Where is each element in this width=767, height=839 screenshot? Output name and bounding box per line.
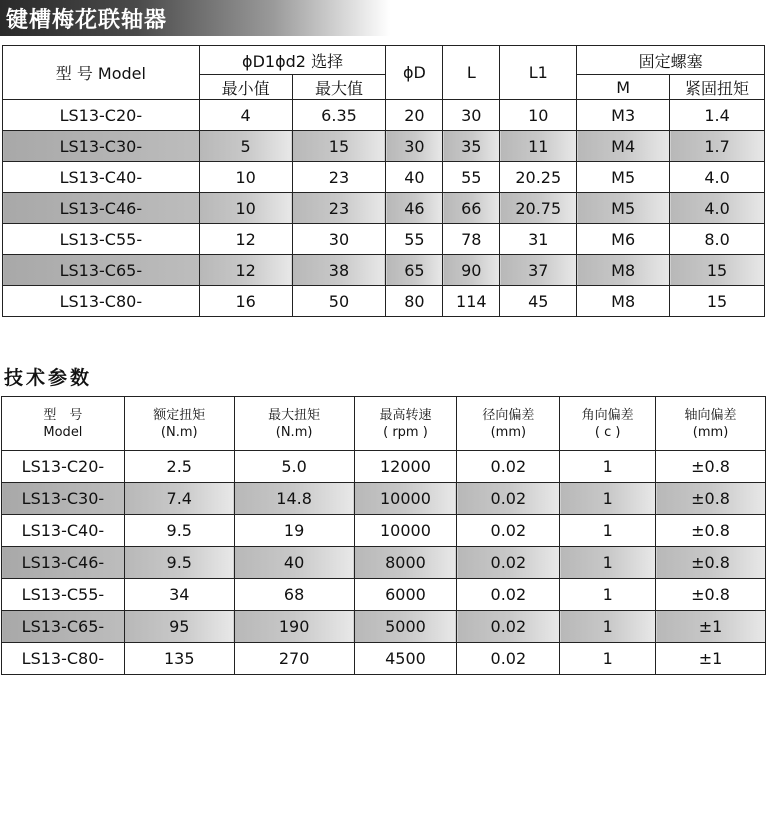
table-cell: 4 bbox=[199, 100, 292, 131]
table-cell: LS13-C46- bbox=[2, 547, 125, 579]
table-cell: M6 bbox=[577, 224, 670, 255]
header-cell-line: 最高转速 bbox=[379, 407, 432, 423]
table-cell: 23 bbox=[292, 193, 386, 224]
table-cell: 1 bbox=[560, 451, 656, 483]
table-cell: 4.0 bbox=[670, 193, 765, 224]
header-screw-torque: 紧固扭矩 bbox=[670, 75, 765, 100]
table-row bbox=[3, 100, 765, 131]
header-cell bbox=[656, 397, 766, 451]
table-cell: LS13-C65- bbox=[2, 611, 125, 643]
table-cell: 16 bbox=[199, 286, 292, 317]
table-header-row bbox=[3, 46, 765, 75]
table-cell: 114 bbox=[443, 286, 500, 317]
table-cell: 1.4 bbox=[670, 100, 765, 131]
header-cell bbox=[124, 397, 234, 451]
header-cell-line: 角向偏差 bbox=[581, 407, 634, 423]
table-row bbox=[3, 162, 765, 193]
table-cell: 1 bbox=[560, 579, 656, 611]
table-cell: 1 bbox=[560, 483, 656, 515]
table-cell: 8000 bbox=[354, 547, 457, 579]
header-bore-group: ϕD1ϕd2 选择 bbox=[199, 46, 386, 75]
table-cell: LS13-C40- bbox=[3, 162, 200, 193]
table-row bbox=[3, 224, 765, 255]
table-row bbox=[2, 579, 766, 611]
table-row bbox=[2, 483, 766, 515]
table-cell: 1 bbox=[560, 547, 656, 579]
table-cell: 20.75 bbox=[500, 193, 577, 224]
table-cell: LS13-C20- bbox=[2, 451, 125, 483]
table-cell: LS13-C30- bbox=[2, 483, 125, 515]
header-cell-line: (N.m) bbox=[160, 424, 198, 440]
table-row bbox=[3, 131, 765, 162]
table-cell: 0.02 bbox=[457, 515, 560, 547]
header-length1: L1 bbox=[500, 46, 577, 100]
table-cell: 35 bbox=[443, 131, 500, 162]
table-cell: 66 bbox=[443, 193, 500, 224]
table-cell: 50 bbox=[292, 286, 386, 317]
table-row bbox=[3, 255, 765, 286]
table-row bbox=[3, 286, 765, 317]
table-cell: 10 bbox=[199, 193, 292, 224]
header-cell bbox=[234, 397, 354, 451]
table-cell: ±1 bbox=[656, 611, 766, 643]
table-header-row bbox=[2, 397, 766, 451]
table-cell: 40 bbox=[234, 547, 354, 579]
table-cell: 95 bbox=[124, 611, 234, 643]
header-bore-min: 最小值 bbox=[199, 75, 292, 100]
table-cell: LS13-C55- bbox=[2, 579, 125, 611]
header-screw-group: 固定螺塞 bbox=[577, 46, 765, 75]
title-banner bbox=[0, 0, 390, 36]
table-cell: 0.02 bbox=[457, 579, 560, 611]
table-cell: 23 bbox=[292, 162, 386, 193]
header-cell-line: 最大扭矩 bbox=[268, 407, 321, 423]
table-row bbox=[2, 451, 766, 483]
table-cell: 9.5 bbox=[124, 547, 234, 579]
table-cell: 37 bbox=[500, 255, 577, 286]
header-cell-line: 型 号 bbox=[43, 407, 83, 423]
table-cell: 40 bbox=[386, 162, 443, 193]
table-cell: 90 bbox=[443, 255, 500, 286]
table-cell: 10 bbox=[500, 100, 577, 131]
table-cell: ±0.8 bbox=[656, 579, 766, 611]
table-cell: 0.02 bbox=[457, 451, 560, 483]
table-cell: 0.02 bbox=[457, 643, 560, 675]
table-cell: LS13-C80- bbox=[2, 643, 125, 675]
table-cell: 78 bbox=[443, 224, 500, 255]
header-screw-m: M bbox=[577, 75, 670, 100]
table-cell: 15 bbox=[292, 131, 386, 162]
table-cell: 15 bbox=[670, 255, 765, 286]
table-cell: 5 bbox=[199, 131, 292, 162]
table-cell: 9.5 bbox=[124, 515, 234, 547]
table-cell: 68 bbox=[234, 579, 354, 611]
table-cell: LS13-C55- bbox=[3, 224, 200, 255]
table-row bbox=[2, 515, 766, 547]
header-length: L bbox=[443, 46, 500, 100]
table-cell: 190 bbox=[234, 611, 354, 643]
table-row bbox=[3, 193, 765, 224]
table-cell: 270 bbox=[234, 643, 354, 675]
header-model: 型 号 Model bbox=[3, 46, 200, 100]
table-cell: 4.0 bbox=[670, 162, 765, 193]
header-cell-line: (mm) bbox=[692, 424, 729, 440]
table-row bbox=[2, 547, 766, 579]
table-cell: 2.5 bbox=[124, 451, 234, 483]
table-cell: 0.02 bbox=[457, 483, 560, 515]
table-cell: 30 bbox=[386, 131, 443, 162]
page-title: 键槽梅花联轴器 bbox=[6, 8, 168, 33]
table-cell: M8 bbox=[577, 255, 670, 286]
table-cell: 5000 bbox=[354, 611, 457, 643]
table-cell: 38 bbox=[292, 255, 386, 286]
specs-table bbox=[1, 396, 766, 675]
table-cell: ±0.8 bbox=[656, 547, 766, 579]
table-cell: ±0.8 bbox=[656, 515, 766, 547]
table-cell: 55 bbox=[386, 224, 443, 255]
table-cell: 10 bbox=[199, 162, 292, 193]
header-cell-line: (mm) bbox=[490, 424, 527, 440]
table-cell: ±0.8 bbox=[656, 451, 766, 483]
table-cell: 12 bbox=[199, 224, 292, 255]
table-cell: 1 bbox=[560, 643, 656, 675]
header-cell-line: Model bbox=[43, 424, 83, 440]
header-cell bbox=[560, 397, 656, 451]
table-cell: 80 bbox=[386, 286, 443, 317]
table-cell: 12000 bbox=[354, 451, 457, 483]
table-cell: LS13-C20- bbox=[3, 100, 200, 131]
table-cell: M3 bbox=[577, 100, 670, 131]
table-cell: 45 bbox=[500, 286, 577, 317]
header-cell bbox=[2, 397, 125, 451]
header-diameter: ϕD bbox=[386, 46, 443, 100]
table-cell: 7.4 bbox=[124, 483, 234, 515]
header-cell-line: ( rpm ) bbox=[383, 424, 428, 440]
dimensions-table bbox=[2, 45, 765, 317]
table-cell: 34 bbox=[124, 579, 234, 611]
table-cell: ±1 bbox=[656, 643, 766, 675]
table-cell: 20.25 bbox=[500, 162, 577, 193]
table-cell: 11 bbox=[500, 131, 577, 162]
table-cell: M8 bbox=[577, 286, 670, 317]
table-cell: 1 bbox=[560, 515, 656, 547]
table-cell: M4 bbox=[577, 131, 670, 162]
table-cell: 19 bbox=[234, 515, 354, 547]
table-cell: 30 bbox=[292, 224, 386, 255]
table-cell: 15 bbox=[670, 286, 765, 317]
table-cell: 6000 bbox=[354, 579, 457, 611]
header-cell bbox=[457, 397, 560, 451]
table-cell: LS13-C30- bbox=[3, 131, 200, 162]
table-cell: LS13-C65- bbox=[3, 255, 200, 286]
table-cell: 1 bbox=[560, 611, 656, 643]
header-cell-line: ( c ) bbox=[594, 424, 621, 440]
header-cell-line: 径向偏差 bbox=[482, 407, 535, 423]
table-cell: ±0.8 bbox=[656, 483, 766, 515]
table-cell: M5 bbox=[577, 162, 670, 193]
table-cell: 6.35 bbox=[292, 100, 386, 131]
table-cell: LS13-C40- bbox=[2, 515, 125, 547]
table-cell: 55 bbox=[443, 162, 500, 193]
table-cell: 65 bbox=[386, 255, 443, 286]
table-cell: 14.8 bbox=[234, 483, 354, 515]
table-cell: 5.0 bbox=[234, 451, 354, 483]
header-cell-line: 轴向偏差 bbox=[684, 407, 737, 423]
table-cell: LS13-C80- bbox=[3, 286, 200, 317]
table-cell: 46 bbox=[386, 193, 443, 224]
table-cell: 4500 bbox=[354, 643, 457, 675]
table-cell: 10000 bbox=[354, 483, 457, 515]
header-cell-line: (N.m) bbox=[275, 424, 313, 440]
table-row bbox=[2, 643, 766, 675]
header-bore-max: 最大值 bbox=[292, 75, 386, 100]
header-cell-line: 额定扭矩 bbox=[153, 407, 206, 423]
table-cell: 20 bbox=[386, 100, 443, 131]
section-title-specs: 技术参数 bbox=[4, 367, 93, 389]
table-cell: 31 bbox=[500, 224, 577, 255]
table-cell: 1.7 bbox=[670, 131, 765, 162]
table-cell: 12 bbox=[199, 255, 292, 286]
table-cell: 8.0 bbox=[670, 224, 765, 255]
table-cell: 0.02 bbox=[457, 547, 560, 579]
table-cell: M5 bbox=[577, 193, 670, 224]
table-cell: 10000 bbox=[354, 515, 457, 547]
table-cell: 0.02 bbox=[457, 611, 560, 643]
table-cell: LS13-C46- bbox=[3, 193, 200, 224]
table-row bbox=[2, 611, 766, 643]
table-cell: 30 bbox=[443, 100, 500, 131]
header-cell bbox=[354, 397, 457, 451]
table-cell: 135 bbox=[124, 643, 234, 675]
